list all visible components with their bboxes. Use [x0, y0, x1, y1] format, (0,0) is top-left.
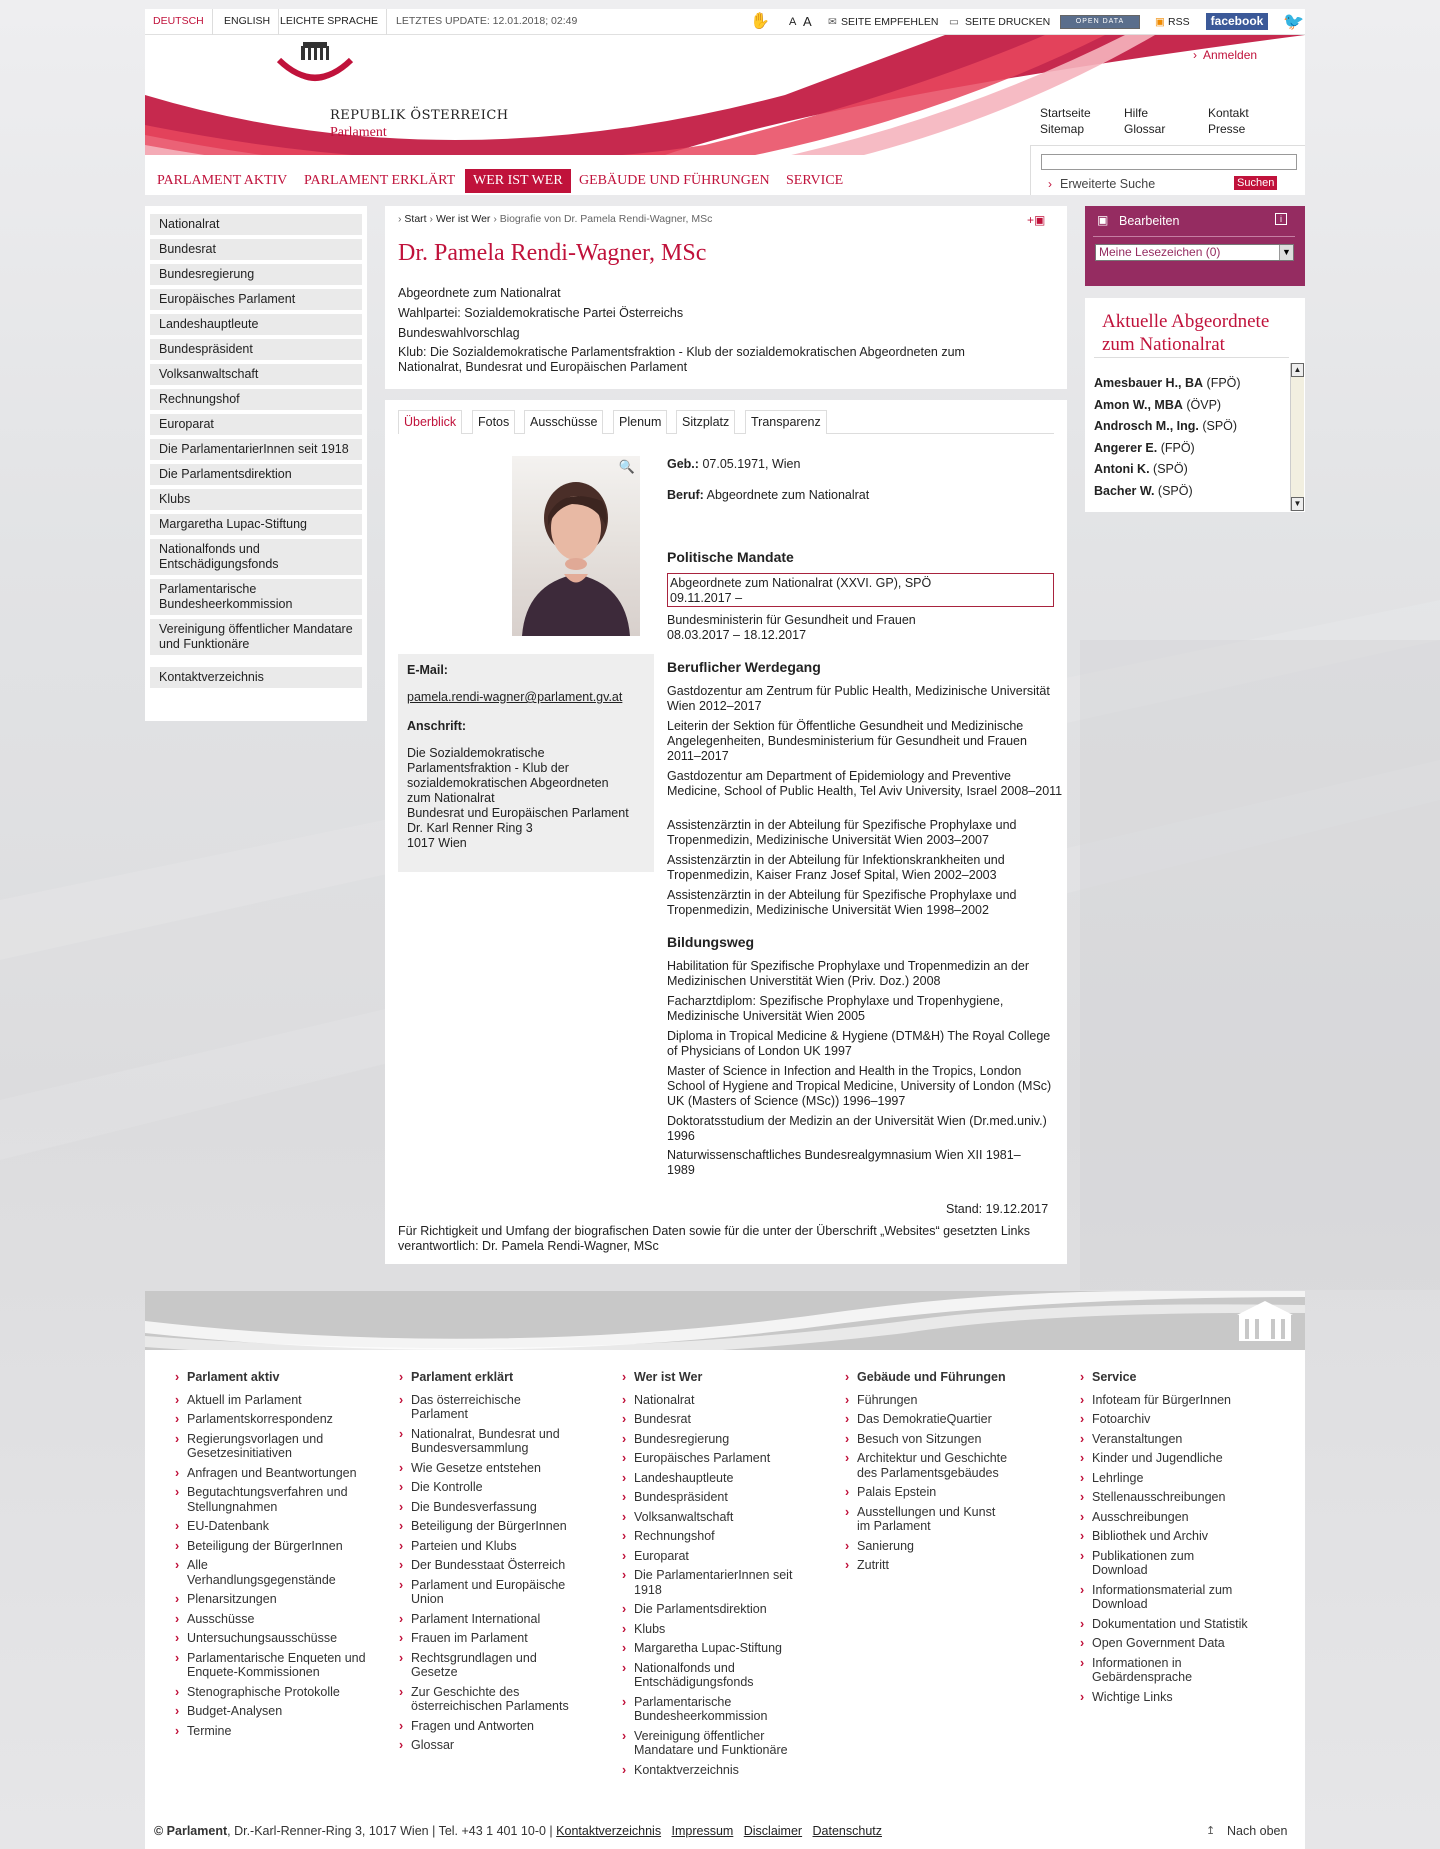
career-heading: Beruflicher Werdegang [667, 659, 821, 675]
footer-link[interactable]: › Plenarsitzungen [175, 1592, 375, 1607]
footer-heading[interactable]: › Service [1080, 1370, 1260, 1385]
nav-parlament-aktiv[interactable]: PARLAMENT AKTIV [157, 173, 288, 188]
deputies-list [1085, 362, 1290, 510]
birth-info [667, 457, 800, 472]
career-item: Leiterin der Sektion für Öffentliche Gesundheit und Medizinische Angelegenheiten, Bundesministerium für Gesundheit und Frauen 2011–2017 [667, 719, 1027, 763]
tab-sitzplatz[interactable]: Sitzplatz [676, 410, 735, 434]
footer-link[interactable]: › Bundesrat [622, 1412, 802, 1427]
person-party: Wahlpartei: Sozialdemokratische Partei Österreichs [398, 306, 684, 320]
divider [1093, 236, 1295, 237]
print-icon: ▭ [949, 16, 959, 28]
footer-link[interactable]: › Rechtsgrundlagen und Gesetze [399, 1651, 549, 1680]
address-label: Anschrift: [407, 719, 467, 733]
leftnav-item[interactable]: Landeshauptleute [150, 314, 362, 335]
education-item: Habilitation für Spezifische Prophylaxe und Tropenmedizin an der Medizinischen Universtität Wien (Priv. Doz.) 2008 [667, 959, 1030, 988]
footer-link[interactable]: › Führungen [845, 1393, 1025, 1408]
footer-link[interactable]: › Bibliothek und Archiv [1080, 1529, 1260, 1544]
footer-link[interactable]: › Nationalfonds und Entschädigungsfonds [622, 1661, 802, 1690]
footer-link[interactable]: › Parteien und Klubs [399, 1539, 579, 1554]
footer-link[interactable]: › Ausschreibungen [1080, 1510, 1260, 1525]
current-mandate [667, 573, 1054, 607]
deputy-item[interactable] [1094, 398, 1221, 412]
leftnav-item[interactable]: Kontaktverzeichnis [150, 667, 362, 688]
mandate-line: 09.11.2017 – [670, 591, 743, 605]
mandate-line: Abgeordnete zum Nationalrat (XXVI. GP), SPÖ [670, 576, 932, 590]
deputies-widget-title [1102, 310, 1282, 356]
address-line: sozialdemokratischen Abgeordneten [407, 776, 609, 790]
logo-text[interactable] [330, 108, 509, 141]
footer-link[interactable]: › Frauen im Parlament [399, 1631, 579, 1646]
footer-link[interactable]: › Nationalrat, Bundesrat und Bundesversammlung [399, 1427, 579, 1456]
footer-link[interactable]: › Europarat [622, 1549, 802, 1564]
birth-value: 07.05.1971, Wien [702, 457, 801, 471]
deputy-item[interactable] [1094, 419, 1237, 433]
parliament-building-icon [1235, 1297, 1295, 1345]
deputy-name: Antoni K. [1094, 462, 1150, 476]
footer-link[interactable]: › Europäisches Parlament [622, 1451, 802, 1466]
bookmarks-select[interactable] [1095, 244, 1294, 261]
back-to-top-link[interactable]: Nach oben [1227, 1824, 1288, 1838]
disclaimer-link[interactable]: Disclaimer [743, 1824, 803, 1838]
stand-date: Stand: 19.12.2017 [946, 1202, 1049, 1216]
education-heading: Bildungsweg [667, 934, 755, 950]
mandate-line: Bundesministerin für Gesundheit und Frauen [667, 613, 916, 627]
bookmark-icon: ▣ [1097, 213, 1109, 227]
copyright [154, 1824, 882, 1838]
footer-link[interactable]: › Margaretha Lupac-Stiftung [622, 1641, 802, 1656]
search-input[interactable] [1041, 154, 1297, 170]
lang-leichte-sprache[interactable]: LEICHTE SPRACHE [272, 9, 387, 35]
twitter-icon[interactable]: 🐦 [1283, 12, 1305, 31]
footer-link[interactable]: › Stellenausschreibungen [1080, 1490, 1260, 1505]
footer-link[interactable]: › Besuch von Sitzungen [845, 1432, 1025, 1447]
footer-link[interactable]: › Fragen und Antworten [399, 1719, 579, 1734]
page-title: Dr. Pamela Rendi-Wagner, MSc [398, 240, 707, 266]
deputy-name: Androsch M., Ing. [1094, 419, 1199, 433]
footer-kontaktverzeichnis-link[interactable]: Kontaktverzeichnis [556, 1824, 662, 1838]
career-item: Assistenzärztin in der Abteilung für Spezifische Prophylaxe und Tropenmedizin, Medizinische Universität Wien 2003–2007 [667, 818, 1017, 847]
footer-col-parlament-aktiv [175, 1370, 375, 1743]
footer-heading[interactable]: › Parlament erklärt [399, 1370, 579, 1385]
footer-link[interactable]: › Der Bundesstaat Österreich [399, 1558, 579, 1573]
education-item: Doktoratsstudium der Medizin an der Universität Wien (Dr.med.univ.) 1996 [667, 1114, 1047, 1143]
job-label: Beruf: [667, 488, 704, 502]
logo-line-parlament: Parlament [330, 125, 387, 140]
glossar-link[interactable]: Glossar [1124, 122, 1166, 136]
portrait-photo[interactable] [512, 456, 640, 636]
footer-link[interactable]: › Ausschüsse [175, 1612, 375, 1627]
footer-link[interactable]: › Parlament und Europäische Union [399, 1578, 579, 1607]
career-item: Assistenzärztin in der Abteilung für Infektionskrankheiten und Tropenmedizin, Kaiser Franz Josef Spital, Wien 2002–2003 [667, 853, 1005, 882]
footer-link[interactable]: › Infoteam für BürgerInnen [1080, 1393, 1260, 1408]
footer-link[interactable]: › Wie Gesetze entstehen [399, 1461, 579, 1476]
footer-link[interactable]: › Das DemokratieQuartier [845, 1412, 1025, 1427]
leftnav-item[interactable]: Parlamentarische Bundesheerkommission [150, 579, 362, 615]
deputy-name: Amon W., MBA [1094, 398, 1183, 412]
footer-link[interactable]: › Nationalrat [622, 1393, 802, 1408]
footer-link[interactable]: › EU-Datenbank [175, 1519, 375, 1534]
address-line: Die Sozialdemokratische [407, 746, 545, 760]
footer-link[interactable]: › Zutritt [845, 1558, 1025, 1573]
chevron-down-icon: ▼ [1279, 245, 1293, 260]
person-list: Bundeswahlvorschlag [398, 326, 520, 340]
bookmarks-select-value: Meine Lesezeichen (0) [1099, 245, 1221, 259]
leftnav-item[interactable]: Rechnungshof [150, 389, 362, 410]
profile-tabs [398, 410, 1054, 434]
address [407, 746, 645, 851]
footer-col-gebaeude [845, 1370, 1025, 1578]
email-label: E-Mail: [407, 663, 448, 677]
previous-mandate [667, 613, 1057, 643]
nav-wer-ist-wer[interactable]: WER IST WER [465, 169, 571, 193]
top-bar [145, 9, 1305, 35]
leftnav-item[interactable]: Bundesrat [150, 239, 362, 260]
sitemap-link[interactable]: Sitemap [1040, 122, 1085, 136]
breadcrumb-start[interactable]: Start [404, 213, 427, 225]
deputy-item[interactable] [1094, 376, 1241, 390]
footer-link[interactable]: › Stenographische Protokolle [175, 1685, 375, 1700]
footer-link[interactable]: › Das österreichische Parlament [399, 1393, 539, 1422]
open-data-link[interactable]: OPEN DATA [1060, 15, 1140, 29]
address-line: 1017 Wien [407, 836, 467, 850]
scroll-down-icon[interactable]: ▼ [1291, 497, 1304, 511]
address-line: zum Nationalrat [407, 791, 495, 805]
nav-service[interactable]: SERVICE [786, 173, 844, 188]
bookmark-add-icon[interactable]: +▣ [1027, 213, 1046, 227]
address-line: Parlamentsfraktion - Klub der [407, 761, 569, 775]
footer-link[interactable]: › Kinder und Jugendliche [1080, 1451, 1260, 1466]
breadcrumb: › Start › Wer ist Wer › Biografie von Dr. Pamela Rendi-Wagner, MSc [398, 213, 713, 225]
footer-link[interactable]: › Veranstaltungen [1080, 1432, 1260, 1447]
footer-link[interactable]: › Glossar [399, 1738, 579, 1753]
mandate-line: 08.03.2017 – 18.12.2017 [667, 628, 807, 642]
deputy-name: Bacher W. [1094, 484, 1155, 498]
left-nav [145, 206, 367, 721]
leftnav-item[interactable]: Bundespräsident [150, 339, 362, 360]
footer-link[interactable]: › Beteiligung der BürgerInnen [399, 1519, 579, 1534]
footer-link[interactable]: › Palais Epstein [845, 1485, 1025, 1500]
footer-link[interactable]: › Termine [175, 1724, 375, 1739]
deputies-scrollbar[interactable] [1290, 363, 1304, 511]
footer-band [145, 1291, 1305, 1350]
breadcrumb-current: Biografie von Dr. Pamela Rendi-Wagner, MSc [499, 213, 713, 225]
deputy-party: (SPÖ) [1153, 462, 1188, 476]
deputy-item[interactable] [1094, 484, 1193, 498]
header [145, 35, 1305, 195]
address-line: Bundesrat und Europäischen Parlament [407, 806, 629, 820]
impressum-link[interactable]: Impressum [671, 1824, 734, 1838]
footer-link[interactable]: › Vereinigung öffentlicher Mandatare und Funktionäre [622, 1729, 802, 1758]
footer-link[interactable]: › Ausstellungen und Kunst im Parlament [845, 1505, 1010, 1534]
footer-link[interactable]: › Bundespräsident [622, 1490, 802, 1505]
extended-search-link[interactable]: Erweiterte Suche [1060, 177, 1156, 191]
deputy-party: (FPÖ) [1160, 441, 1195, 455]
footer-link[interactable]: › Klubs [622, 1622, 802, 1637]
chevron-right-icon: › [1193, 48, 1197, 62]
footer-link[interactable]: › Die ParlamentarierInnen seit 1918 [622, 1568, 802, 1597]
deputies-widget-title-text: Aktuelle Abgeordnete zum Nationalrat [1102, 311, 1270, 355]
footer-col-wer-ist-wer [622, 1370, 802, 1782]
edit-widget-title[interactable]: Bearbeiten [1119, 214, 1180, 228]
person-role: Abgeordnete zum Nationalrat [398, 286, 561, 300]
arrow-up-icon: ↥ [1206, 1825, 1216, 1837]
leftnav-item[interactable]: Die Parlamentsdirektion [150, 464, 362, 485]
tab-transparenz[interactable]: Transparenz [745, 410, 827, 434]
footer-link[interactable]: › Open Government Data [1080, 1636, 1260, 1651]
copyright-brand: © Parlament [154, 1824, 228, 1838]
disclaimer-text: Für Richtigkeit und Umfang der biografischen Daten sowie für die unter der Überschrift „Websites“ gesetzten Links verantwortlich: Dr. Pamela Rendi-Wagner, MSc [398, 1224, 1031, 1253]
career-item: Assistenzärztin in der Abteilung für Spezifische Prophylaxe und Tropenmedizin, Medizinische Universität Wien 1998–2002 [667, 888, 1017, 917]
footer-link[interactable]: › Alle Verhandlungsgegenstände [175, 1558, 345, 1587]
footer-link[interactable]: › Anfragen und Beantwortungen [175, 1466, 375, 1481]
mandate-heading: Politische Mandate [667, 549, 794, 565]
divider [1094, 357, 1289, 358]
deputy-party: (SPÖ) [1157, 484, 1193, 498]
leftnav-item[interactable]: Bundesregierung [150, 264, 362, 285]
datenschutz-link[interactable]: Datenschutz [812, 1824, 882, 1838]
info-icon[interactable]: i [1275, 213, 1287, 225]
footer-link[interactable]: › Die Kontrolle [399, 1480, 579, 1495]
footer-swoosh [145, 1291, 1305, 1350]
leftnav-item[interactable]: Volksanwaltschaft [150, 364, 362, 385]
kontakt-link[interactable]: Kontakt [1208, 106, 1249, 120]
hilfe-link[interactable]: Hilfe [1124, 106, 1149, 120]
rss-link[interactable]: RSS [1168, 16, 1190, 28]
footer-link[interactable]: › Landeshauptleute [622, 1471, 802, 1486]
contact-box [398, 654, 654, 872]
portrait-illustration [512, 456, 640, 636]
footer-link[interactable]: › Beteiligung der BürgerInnen [175, 1539, 375, 1554]
career-item: Gastdozentur am Zentrum für Public Health, Medizinische Universität Wien 2012–2017 [667, 684, 1050, 713]
parliament-logo-icon [275, 40, 355, 95]
footer-link[interactable]: › Kontaktverzeichnis [622, 1763, 802, 1778]
footer-link[interactable]: › Publikationen zum Download [1080, 1549, 1220, 1578]
deputy-name: Angerer E. [1094, 441, 1158, 455]
footer-link[interactable]: › Informationen in Gebärdensprache [1080, 1656, 1230, 1685]
footer-link[interactable]: › Die Parlamentsdirektion [622, 1602, 802, 1617]
deputy-party: (SPÖ) [1202, 419, 1238, 433]
login-link[interactable]: Anmelden [1203, 48, 1258, 62]
copyright-address: , Dr.-Karl-Renner-Ring 3, 1017 Wien | Tel. +43 1 401 10-0 | [227, 1824, 553, 1838]
leftnav-item[interactable]: Die ParlamentarierInnen seit 1918 [150, 439, 362, 460]
footer-link[interactable]: › Zur Geschichte des österreichischen Parlaments [399, 1685, 579, 1714]
footer-col-service [1080, 1370, 1260, 1709]
education-item: Facharztdiplom: Spezifische Prophylaxe und Tropenhygiene, Medizinische Universität Wien 2005 [667, 994, 1004, 1023]
deputy-party: (FPÖ) [1206, 376, 1241, 390]
deputy-party: (ÖVP) [1186, 398, 1222, 412]
tab-plenum[interactable]: Plenum [613, 410, 667, 434]
footer-link[interactable]: › Die Bundesverfassung [399, 1500, 579, 1515]
footer-link[interactable]: › Regierungsvorlagen und Gesetzesinitiativen [175, 1432, 375, 1461]
career-item: Gastdozentur am Department of Epidemiology and Preventive Medicine, School of Public Health, Tel Aviv University, Israel 2008–2011 [667, 769, 1063, 798]
footer-link[interactable]: › Wichtige Links [1080, 1690, 1260, 1705]
birth-label: Geb.: [667, 457, 699, 471]
font-small-button[interactable]: A [789, 16, 797, 28]
leftnav-item[interactable]: Nationalfonds und Entschädigungsfonds [150, 539, 362, 575]
footer-link[interactable]: › Begutachtungsverfahren und Stellungnahmen [175, 1485, 375, 1514]
nav-gebaeude[interactable]: GEBÄUDE UND FÜHRUNGEN [579, 173, 770, 188]
education-item: Diploma in Tropical Medicine & Hygiene (DTM&H) The Royal College of Physicians of London UK 1997 [667, 1029, 1051, 1058]
address-line: Dr. Karl Renner Ring 3 [407, 821, 533, 835]
tab-fotos[interactable]: Fotos [472, 410, 515, 434]
footer-link[interactable]: › Aktuell im Parlament [175, 1393, 375, 1408]
job-info [667, 488, 869, 503]
footer-heading[interactable]: › Gebäude und Führungen [845, 1370, 1025, 1385]
footer-heading[interactable]: › Parlament aktiv [175, 1370, 375, 1385]
presse-link[interactable]: Presse [1208, 122, 1246, 136]
leftnav-item[interactable]: Europarat [150, 414, 362, 435]
recommend-link[interactable]: SEITE EMPFEHLEN [841, 16, 939, 28]
deputy-item[interactable] [1094, 462, 1188, 476]
scroll-up-icon[interactable]: ▲ [1291, 363, 1304, 377]
leftnav-item[interactable]: Europäisches Parlament [150, 289, 362, 310]
job-value: Abgeordnete zum Nationalrat [706, 488, 870, 502]
footer-link[interactable]: › Parlamentarische Bundesheerkommission [622, 1695, 802, 1724]
breadcrumb-wer-ist-wer[interactable]: Wer ist Wer [435, 213, 491, 225]
sign-language-icon[interactable]: ✋ [750, 13, 770, 30]
lang-deutsch[interactable]: DEUTSCH [145, 9, 213, 35]
leftnav-item[interactable]: Nationalrat [150, 214, 362, 235]
footer-link[interactable]: › Lehrlinge [1080, 1471, 1260, 1486]
education-item: Master of Science in Infection and Health in the Tropics, London School of Hygiene and Tropical Medicine, University of London (MSc) UK (Masters of Science (MSc)) 1996–1997 [667, 1064, 1052, 1108]
footer-link[interactable]: › Parlament International [399, 1612, 579, 1627]
footer-link[interactable]: › Volksanwaltschaft [622, 1510, 802, 1525]
footer-heading[interactable]: › Wer ist Wer [622, 1370, 802, 1385]
last-update: LETZTES UPDATE: 12.01.2018; 02:49 [396, 15, 578, 27]
deputy-item[interactable] [1094, 441, 1195, 455]
search-button[interactable]: Suchen [1234, 176, 1277, 190]
chevron-right-icon: › [1048, 177, 1052, 191]
deputy-name: Amesbauer H., BA [1094, 376, 1204, 390]
footer-link[interactable]: › Untersuchungsausschüsse [175, 1631, 375, 1646]
footer-link[interactable]: › Sanierung [845, 1539, 1025, 1554]
footer-link[interactable]: › Informationsmaterial zum Download [1080, 1583, 1240, 1612]
footer-link[interactable]: › Budget-Analysen [175, 1704, 375, 1719]
zoom-icon[interactable]: 🔍 [618, 459, 635, 474]
mail-icon: ✉ [828, 16, 837, 28]
footer-link[interactable]: › Architektur und Geschichte des Parlamentsgebäudes [845, 1451, 1025, 1480]
tab-ueberblick[interactable]: Überblick [398, 410, 462, 434]
footer-link[interactable]: › Bundesregierung [622, 1432, 802, 1447]
footer-link[interactable]: › Rechnungshof [622, 1529, 802, 1544]
person-klub: Klub: Die Sozialdemokratische Parlamentsfraktion - Klub der sozialdemokratischen Abgeordneten zum Nationalrat, Bundesrat und Europäischen Parlament [398, 345, 965, 374]
logo-line-republic: REPUBLIK ÖSTERREICH [330, 108, 509, 123]
lang-english[interactable]: ENGLISH [216, 9, 279, 35]
footer-link[interactable]: › Dokumentation und Statistik [1080, 1617, 1260, 1632]
leftnav-item[interactable]: Klubs [150, 489, 362, 510]
font-large-button[interactable]: A [803, 14, 812, 29]
print-link[interactable]: SEITE DRUCKEN [965, 16, 1051, 28]
leftnav-item[interactable]: Vereinigung öffentlicher Mandatare und Funktionäre [150, 619, 362, 655]
footer-col-parlament-erklaert [399, 1370, 579, 1758]
facebook-link[interactable]: facebook [1206, 13, 1268, 30]
email-link[interactable]: pamela.rendi-wagner@parlament.gv.at [407, 690, 623, 704]
nav-parlament-erklaert[interactable]: PARLAMENT ERKLÄRT [304, 173, 456, 188]
leftnav-item[interactable]: Margaretha Lupac-Stiftung [150, 514, 362, 535]
footer-link[interactable]: › Fotoarchiv [1080, 1412, 1260, 1427]
tab-ausschuesse[interactable]: Ausschüsse [524, 410, 603, 434]
footer-link[interactable]: › Parlamentskorrespondenz [175, 1412, 375, 1427]
education-item: Naturwissenschaftliches Bundesrealgymnasium Wien XII 1981–1989 [667, 1148, 1021, 1177]
rss-icon: ▣ [1155, 16, 1165, 28]
footer-link[interactable]: › Parlamentarische Enqueten und Enquete-Kommissionen [175, 1651, 375, 1680]
startseite-link[interactable]: Startseite [1040, 106, 1091, 120]
